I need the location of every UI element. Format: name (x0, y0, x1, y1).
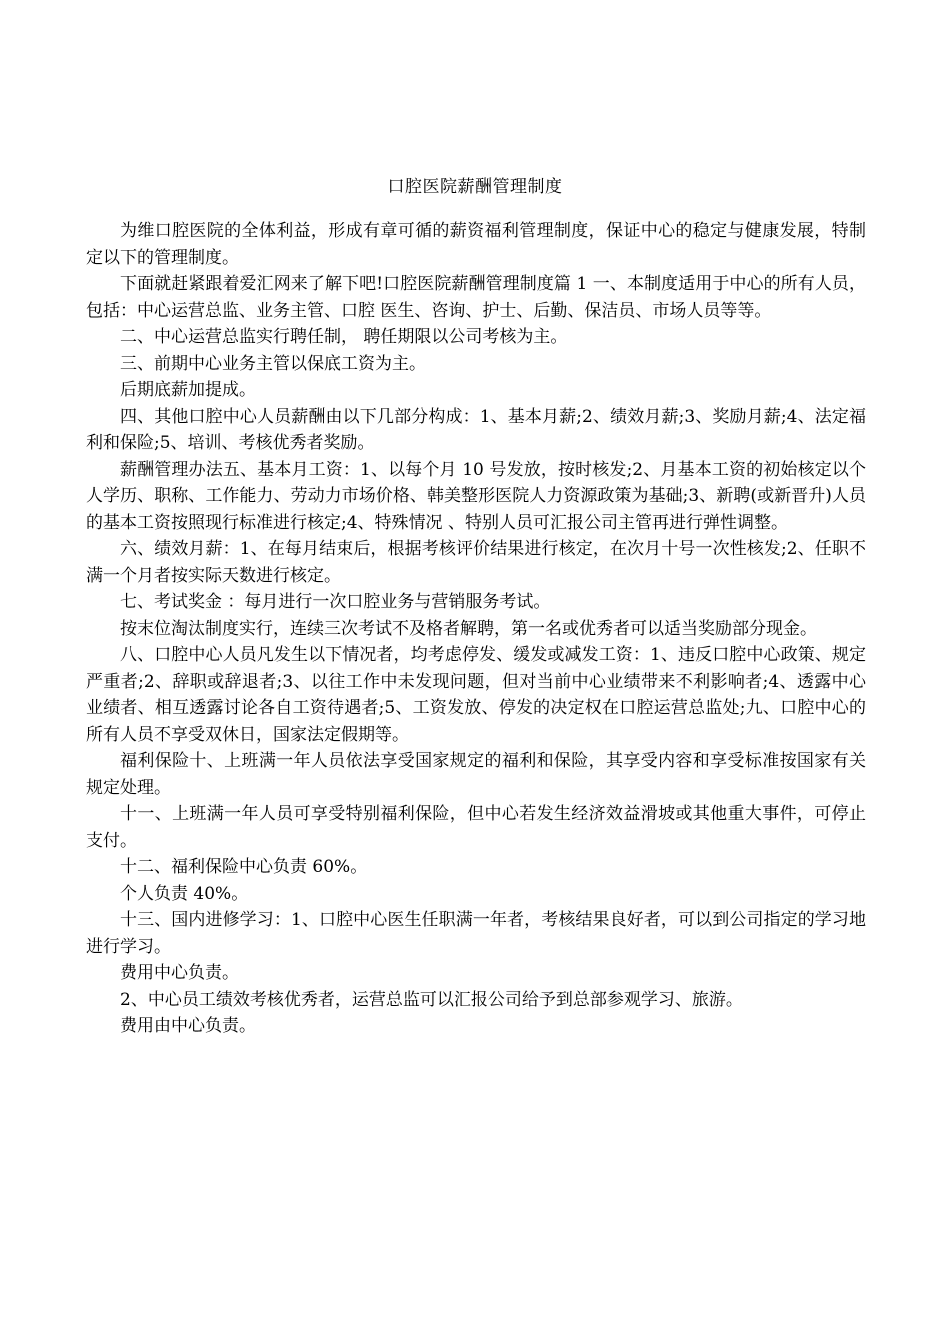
paragraph-item-7: 七、考试奖金 ：每月进行一次口腔业务与营销服务考试。 (120, 592, 551, 612)
paragraph-item-6: 六、绩效月薪：1、在每月结束后，根据考核评价结果进行核定，在次月十号一次性核发;2、任职不满一个月者按实际天数进行核定。 (86, 539, 866, 586)
paragraph-item-11: 十一、上班满一年人员可享受特别福利保险，但中心若发生经济效益滑坡或其他重大事件，可停止支付。 (86, 804, 866, 851)
paragraph-item-4: 四、其他口腔中心人员薪酬由以下几部分构成：1、基本月薪;2、绩效月薪;3、奖励月薪;4、法定福利和保险;5、培训、考核优秀者奖励。 (86, 406, 866, 453)
paragraph-item-13-2-cost: 费用由中心负责。 (120, 1016, 256, 1036)
paragraph-item-13-2: 2、中心员工绩效考核优秀者，运营总监可以汇报公司给予到总部参观学习、旅游。 (120, 989, 743, 1010)
paragraph-item-13: 十三、国内进修学习：1、口腔中心医生任职满一年者，考核结果良好者，可以到公司指定的学习地进行学习。 (86, 910, 866, 957)
paragraph-item-10: 福利保险十、上班满一年人员依法享受国家规定的福利和保险，其享受内容和享受标准按国家有关规定处理。 (86, 751, 866, 798)
paragraph-item-8: 八、口腔中心人员凡发生以下情况者，均考虑停发、缓发或减发工资：1、违反口腔中心政策、规定严重者;2、辞职或辞退者;3、以往工作中未发现问题，但对当前中心业绩带来不利影响者;4、透露中心业绩者、相互透露讨论各自工资待遇者;5、工资发放、停发的决定权在口腔运营总监处;九、口腔中心的所有人员不享受双休日，国家法定假期等。 (86, 645, 866, 745)
paragraph-scope: 下面就赶紧跟着爱汇网来了解下吧!口腔医院薪酬管理制度篇 1 一、本制度适用于中心的所有人员，包括：中心运营总监、业务主管、口腔 医生、咨询、护士、后勤、保洁员、市场人员等等。 (86, 274, 866, 321)
paragraph-item-3: 三、前期中心业务主管以保底工资为主。 (120, 353, 426, 374)
paragraph-item-3-cont: 后期底薪加提成。 (120, 380, 256, 400)
document-title: 口腔医院薪酬管理制度 (387, 177, 563, 197)
paragraph-item-2: 二、中心运营总监实行聘任制， 聘任期限以公司考核为主。 (120, 327, 568, 347)
paragraph-item-12: 十二、福利保险中心负责 60%。 (120, 857, 368, 877)
paragraph-item-12-cont: 个人负责 40%。 (120, 883, 249, 904)
paragraph-item-7-cont: 按末位淘汰制度实行，连续三次考试不及格者解聘，第一名或优秀者可以适当奖励部分现金。 (120, 618, 817, 639)
paragraph-item-13-cost: 费用中心负责。 (120, 963, 239, 983)
paragraph-intro: 为维口腔医院的全体利益，形成有章可循的薪资福利管理制度，保证中心的稳定与健康发展，特制定以下的管理制度。 (86, 221, 866, 268)
paragraph-item-5: 薪酬管理办法五、基本月工资：1、以每个月 10 号发放，按时核发;2、月基本工资的初始核定以个人学历、职称、工作能力、劳动力市场价格、韩美整形医院人力资源政策为基础;3、新聘(或新晋升)人员的基本工资按照现行标准进行核定;4、特殊情况 、特别人员可汇报公司主管再进行弹性调整。 (86, 459, 866, 533)
document-body (86, 218, 866, 1040)
